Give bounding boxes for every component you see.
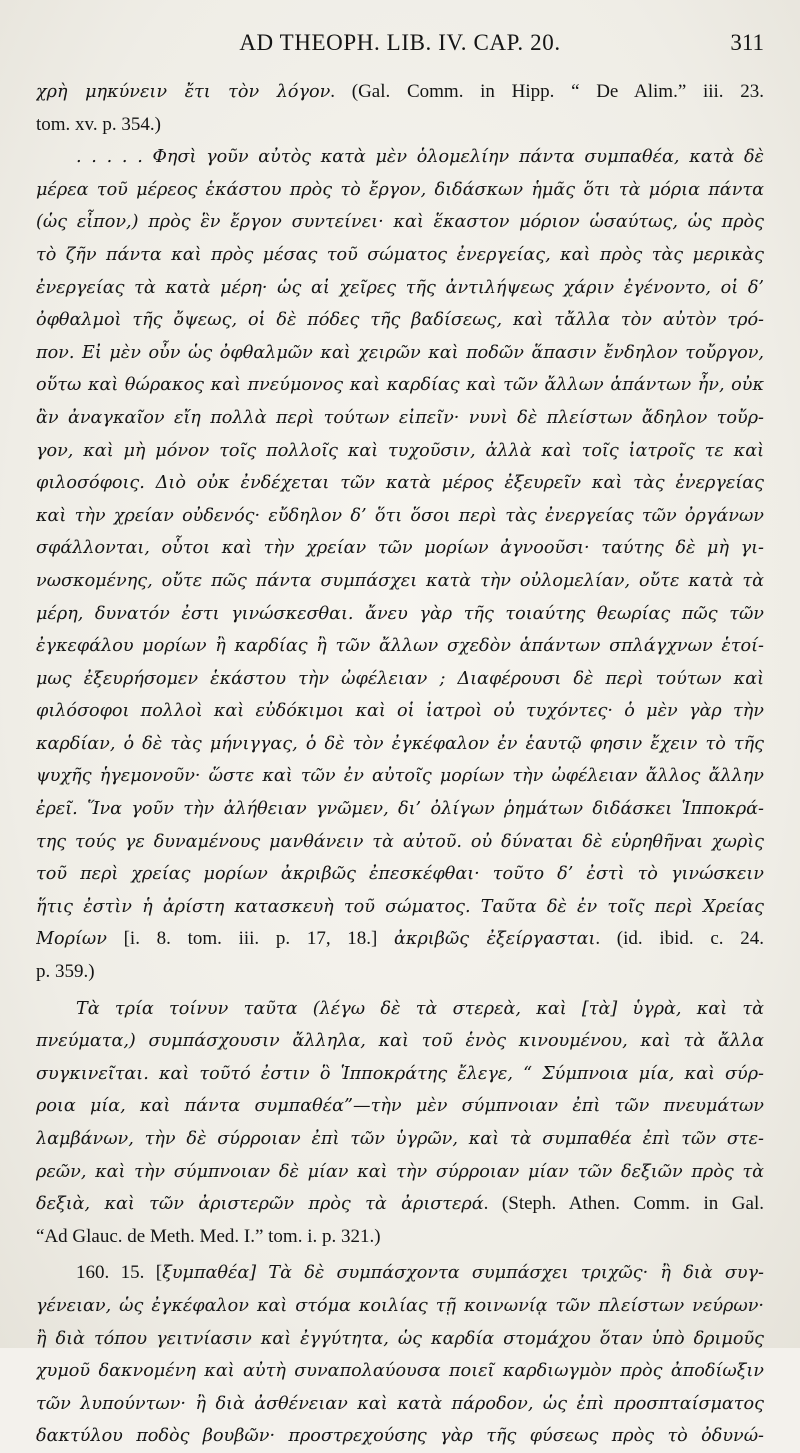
latin-citation: . (Steph. Athen. Comm. in Gal. — [483, 1193, 764, 1215]
text-line: . . . . . Φησὶ γοῦν αὐτὸς κατὰ μὲν ὁλομελίην πάντα συμπαθέα, κατὰ δὲ — [76, 147, 764, 168]
text-line: Μορίων [i. 8. tom. iii. p. 17, 18.] ἀκριβῶς ἐξείργασται. (id. ibid. c. 24. — [36, 928, 764, 950]
text-line: τῶν λυπούντων· ἢ διὰ ἀσθένειαν καὶ κατὰ πάροδον, ὡς ἐπὶ προσπταίσματος — [36, 1393, 764, 1414]
text-line: δεξιὰ, καὶ τῶν ἀριστερῶν πρὸς τὰ ἀριστερά. (Steph. Athen. Comm. in Gal. — [36, 1193, 764, 1215]
text-line: συγκινεῖται. καὶ τοῦτό ἐστιν ὃ Ἱπποκράτης ἔλεγε, “ Σύμπνοια μία, καὶ σύρ- — [36, 1063, 764, 1084]
text-line: καὶ τὴν χρείαν οὐδενός· εὔδηλον δ’ ὅτι ὅσοι περὶ τὰς ἐνεργείας τῶν ὀργάνων — [36, 505, 764, 526]
text-line: ἐγκεφάλου μορίων ἢ καρδίας ἢ τῶν ἄλλων σχεδὸν ἁπάντων σπλάγχνων ἑτοί- — [36, 636, 764, 657]
text-line: ἐρεῖ. Ἵνα γοῦν τὴν ἀλήθειαν γνῶμεν, δι’ ὀλίγων ῥημάτων διδάσκει Ἱπποκρά- — [36, 799, 764, 820]
running-title: AD THEOPH. LIB. IV. CAP. 20. — [239, 30, 561, 55]
text-line: δακτύλου ποδὸς βουβῶν· προστρεχούσης γὰρ τῆς φύσεως πρὸς τὸ ὀδυνώ- — [36, 1426, 764, 1447]
text-line: ἂν ἀναγκαῖον εἴη πολλὰ περὶ τούτων εἰπεῖν· νυνὶ δὲ πλείστων ἄδηλον τοὔρ- — [36, 407, 764, 428]
text-line: νωσκομένης, οὔτε πῶς πάντα συμπάσχει κατὰ τὴν οὐλομελίαν, οὔτε κατὰ τὰ — [36, 570, 764, 591]
text-line: μέρεα τοῦ μέρεος ἑκάστου πρὸς τὸ ἔργον, διδάσκων ἡμᾶς ὅτι τὰ μόρια πάντα — [36, 179, 764, 200]
text-line: ροια μία, καὶ πάντα συμπαθέα”—τὴν μὲν σύμπνοιαν ἐπὶ τῶν πνευμάτων — [36, 1096, 764, 1117]
latin-citation: tom. xv. p. 354.) — [36, 113, 161, 135]
text-line: ἐνεργείας τὰ κατὰ μέρη· ὡς αἱ χεῖρες τῆς ἀντιλήψεως χάριν ἐγένοντο, οἱ δ’ — [36, 277, 764, 298]
text-line: τὸ ζῆν πάντα καὶ πρὸς μέσας τοῦ σώματος ἐνεργείας, καὶ πρὸς τὰς μερικὰς — [36, 244, 764, 265]
text-line: ὀφθαλμοὶ τῆς ὄψεως, οἱ δὲ πόδες τῆς βαδίσεως, καὶ τἄλλα τὸν αὐτὸν τρό- — [36, 310, 764, 331]
text-line: ἢ διὰ τόπου γειτνίασιν καὶ ἐγγύτητα, ὡς καρδία στομάχου ὅταν ὑπὸ δριμοῦς — [36, 1328, 764, 1349]
text-line: χρὴ μηκύνειν ἔτι τὸν λόγον. (Gal. Comm. in Hipp. “ De Alim.” iii. 23. — [36, 81, 764, 102]
text-line: χυμοῦ δακνομένη καὶ αὐτὴ συναπολαύουσα ποιεῖ καρδιωγμὸν πρὸς ἀποδίωξιν — [36, 1361, 764, 1382]
text-line: λαμβάνων, τὴν δὲ σύρροιαν ἐπὶ τῶν ὑγρῶν, καὶ τὰ συμπαθέα ἐπὶ τῶν στε- — [36, 1129, 764, 1149]
text-line: της τούς γε δυναμένους μανθάνειν τὰ αὐτοῦ. οὐ δύναται δὲ εὑρηθῆναι χωρὶς — [36, 831, 764, 852]
body-text — [36, 76, 764, 1453]
text-line: 160. 15. [ξυμπαθέα] Τὰ δὲ συμπάσχοντα συμπάσχει τριχῶς· ἢ διὰ συγ- — [76, 1262, 764, 1284]
text-line: καρδίαν, ὁ δὲ τὰς μήνιγγας, ὁ δὲ τὸν ἐγκέφαλον ἐν ἑαυτῷ φησιν ἔχειν τὸ τῆς — [36, 733, 764, 754]
text-line: σφάλλονται, οὗτοι καὶ τὴν χρείαν τῶν μορίων ἀγνοοῦσι· ταύτης δὲ μὴ γι- — [36, 538, 764, 559]
latin-citation: “Ad Glauc. de Meth. Med. I.” tom. i. p. 321.) — [36, 1225, 381, 1247]
text-line: μως ἐξευρήσομεν ἑκάστου τὴν ὠφέλειαν ; Διαφέρουσι δὲ περὶ τούτων καὶ — [36, 668, 764, 689]
page-number: 311 — [730, 30, 764, 55]
text-line: Τὰ τρία τοίνυν ταῦτα (λέγω δὲ τὰ στερεὰ, καὶ [τὰ] ὑγρὰ, καὶ τὰ — [76, 998, 764, 1019]
text-line: γον, καὶ μὴ μόνον τοῖς πολλοῖς καὶ τυχοῦσιν, ἀλλὰ καὶ τοῖς ἰατροῖς τε καὶ — [36, 440, 764, 461]
text-line: οὕτω καὶ θώρακος καὶ πνεύμονος καὶ καρδίας καὶ τῶν ἄλλων ἁπάντων ἦν, οὐκ — [36, 375, 764, 396]
text-line: ἥτις ἐστὶν ἡ ἀρίστη κατασκευὴ τοῦ σώματος. Ταῦτα δὲ ἐν τοῖς περὶ Χρείας — [36, 896, 764, 917]
text-line: (ὡς εἶπον,) πρὸς ἓν ἔργον συντείνει· καὶ ἕκαστον μόριον ὡσαύτως, ὡς πρὸς — [36, 212, 764, 233]
text-line — [36, 109, 764, 142]
text-line: ψυχῆς ἡγεμονοῦν· ὥστε καὶ τῶν ἐν αὐτοῖς μορίων τὴν ὠφέλειαν ἄλλος ἄλλην — [36, 766, 764, 787]
latin-citation: p. 359.) — [36, 961, 95, 983]
latin-citation: . (Gal. Comm. in Hipp. “ De Alim.” iii. 23. — [330, 81, 764, 102]
text-line: πνεύματα,) συμπάσχουσιν ἄλληλα, καὶ τοῦ ἑνὸς κινουμένου, καὶ τὰ ἄλλα — [36, 1031, 764, 1052]
running-head — [36, 30, 764, 64]
text-line — [36, 1221, 764, 1254]
text-line: γένειαν, ὡς ἐγκέφαλον καὶ στόμα κοιλίας τῇ κοινωνίᾳ τῶν πλείστων νεύρων· — [36, 1295, 764, 1316]
text-line: πον. Εἰ μὲν οὖν ὡς ὀφθαλμῶν καὶ χειρῶν καὶ ποδῶν ἅπασιν ἔνδηλον τοὔργον, — [36, 342, 764, 363]
latin-citation: [i. 8. tom. iii. p. 17, 18.] — [106, 928, 395, 950]
text-line: ρεῶν, καὶ τὴν σύμπνοιαν δὲ μίαν καὶ τὴν σύρροιαν μίαν τῶν δεξιῶν πρὸς τὰ — [36, 1161, 764, 1182]
text-line: τοῦ περὶ χρείας μορίων ἀκριβῶς ἐπεσκέφθαι· τοῦτο δ’ ἐστὶ τὸ γινώσκειν — [36, 864, 764, 885]
latin-citation: . (id. ibid. c. 24. — [595, 928, 764, 950]
latin-citation: 160. 15. [ — [76, 1262, 163, 1284]
text-line: φιλοσόφοις. Διὸ οὐκ ἐνδέχεται τῶν κατὰ μέρος ἐξευρεῖν καὶ τὰς ἐνεργείας — [36, 473, 764, 494]
text-line: φιλόσοφοι πολλοὶ καὶ εὐδόκιμοι καὶ οἱ ἰατροὶ οὐ τυχόντες· ὁ μὲν γὰρ τὴν — [36, 701, 764, 722]
text-line: μέρη, δυνατόν ἐστι γινώσκεσθαι. ἄνευ γὰρ τῆς τοιαύτης θεωρίας πῶς τῶν — [36, 603, 764, 624]
text-line — [36, 956, 764, 989]
